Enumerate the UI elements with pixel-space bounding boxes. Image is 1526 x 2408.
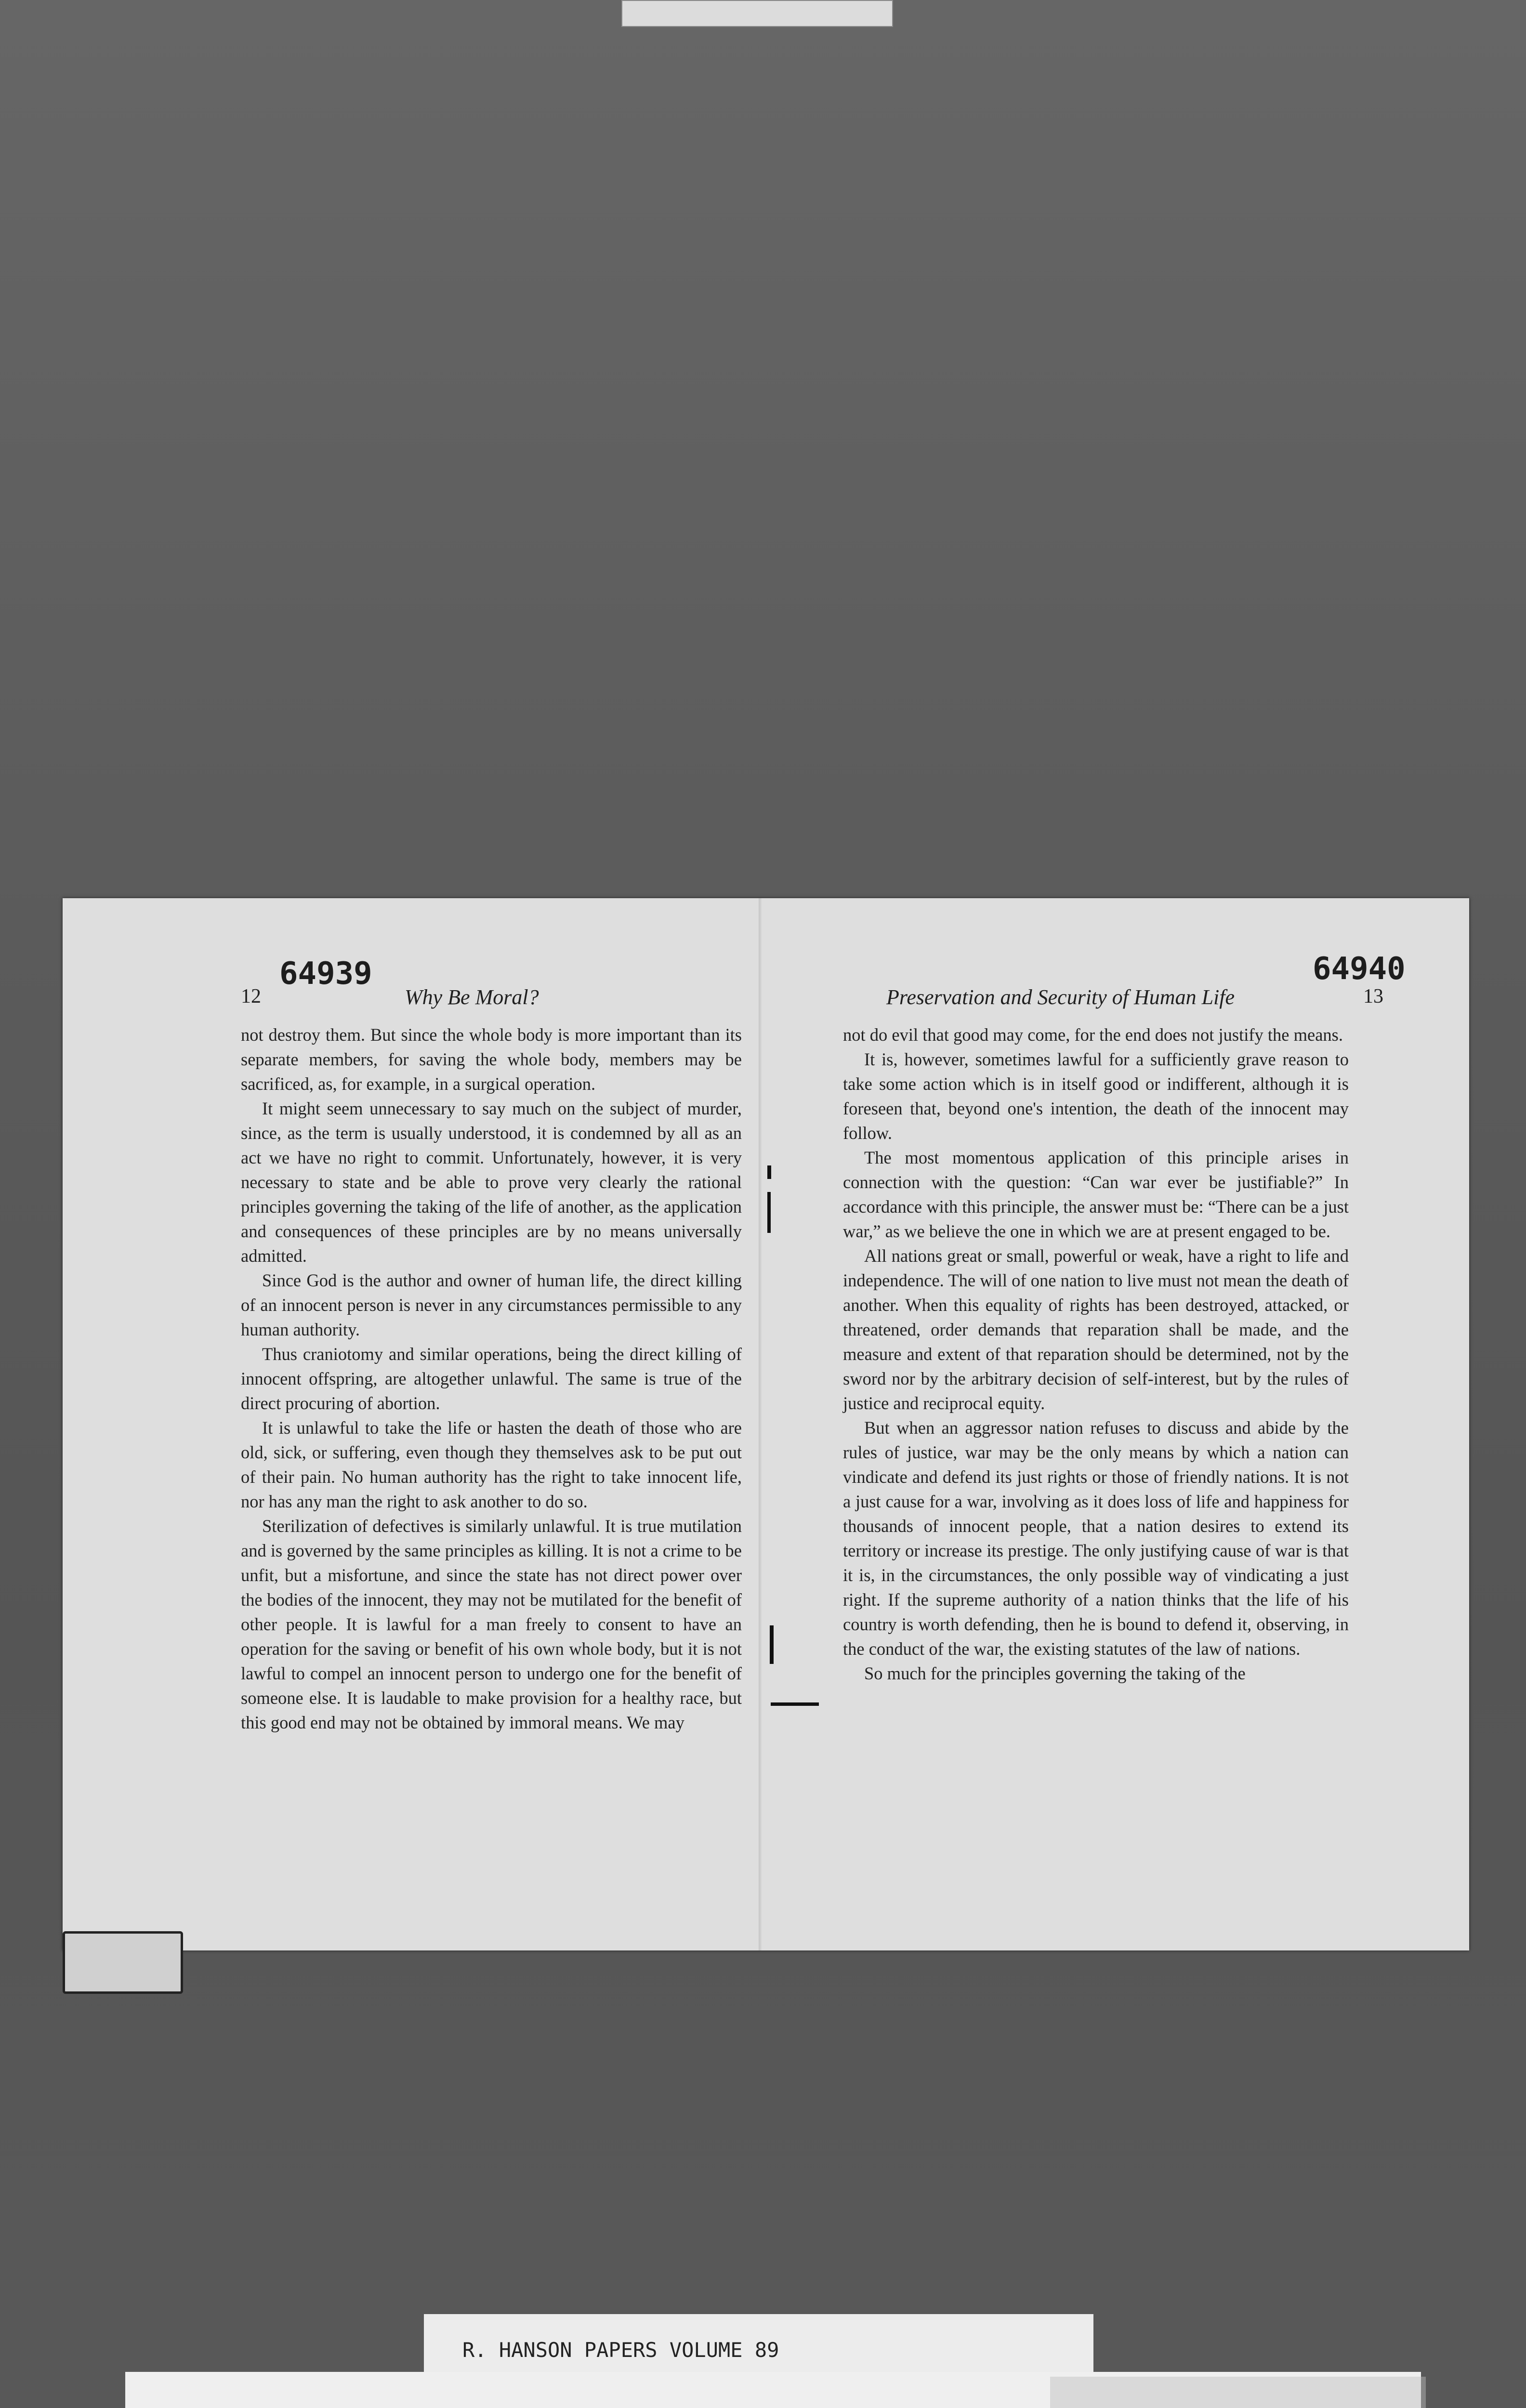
running-head: Why Be Moral?	[405, 985, 539, 1009]
paragraph: Since God is the author and owner of human life, the direct killing of an innocent person is never in any circumstances permissible to any human authority.	[241, 1270, 742, 1339]
paragraph: Thus craniotomy and similar operations, being the direct killing of innocent offspring, are altogether unlawful. The same is true of the direct procuring of abortion.	[241, 1344, 742, 1413]
paragraph: So much for the principles governing the taking of the	[864, 1663, 1246, 1683]
paragraph: All nations great or small, powerful or weak, have a right to life and independence. The will of one nation to live must not mean the death of another. When this equality of rights has been destroyed, attacked, or threatened, order demands that reparation shall be made, and the measure and extent of that reparation should be determined, not by the sword nor by the arbitrary decision of self-interest, but by the rules of justice and reciprocal equity.	[843, 1246, 1349, 1413]
binder-clip	[63, 1931, 183, 1994]
paragraph: not do evil that good may come, for the end does not justify the means.	[843, 1025, 1343, 1045]
paragraph: It might seem unnecessary to say much on the subject of murder, since, as the term is usually understood, it is condemned by all as an act we have no right to commit. Unfortunately, however, it is very necessary to state and be able to prove very clearly the rational principles governing the taking of the life of another, as the application and consequences of these principles are by no means universally admitted.	[241, 1099, 742, 1266]
open-booklet	[63, 898, 1469, 1950]
top-clip-tab	[621, 0, 893, 27]
left-page	[77, 898, 756, 1950]
card-tape	[1050, 2377, 1426, 2408]
paragraph: Sterilization of defectives is similarly unlawful. It is true mutilation and is governed by the same principles as killing. It is not a crime to be unfit, but a misfortune, and since the state has not direct power over the bodies of the innocent, they may not be mutilated for the benefit of other people. It is lawful for a man freely to consent to have an operation for the saving or benefit of his own whole body, but it is not lawful to compel an innocent person to undergo one for the benefit of someone else. It is laudable to make provision for a healthy race, but this good end may not be obtained by immoral means. We may	[241, 1516, 742, 1732]
archive-stamp-number: 64940	[1313, 951, 1406, 987]
paragraph: The most momentous application of this principle arises in connection with the question: “Can war ever be justifiable?” In accordance with this principle, the answer must be: “There can be a just war,” as we believe the one in which we are at present engaged to be.	[843, 1148, 1349, 1241]
archive-stamp-number: 64939	[279, 956, 372, 992]
page-number: 13	[1363, 985, 1383, 1008]
paragraph: But when an aggressor nation refuses to discuss and abide by the rules of justice, war may be the only means by which a nation can vindicate and defend its just rights or those of friendly nations. It is not a just cause for a war, involving as it does loss of life and happiness for thousands of innocent people, that a nation desires to extend its territory or increase its prestige. The only justifying cause of war is that it is, in the circumstances, the only possible way of vindicating a just right. If the supreme authority of a nation thinks that the life of his country is worth defending, then he is bound to defend it, observing, in the conduct of the war, the existing statutes of the law of nations.	[843, 1418, 1349, 1659]
page-number: 12	[241, 985, 261, 1008]
volume-label: R. HANSON PAPERS VOLUME 89	[462, 2338, 779, 2362]
right-page	[761, 898, 1455, 1950]
left-page-body	[241, 1022, 742, 1735]
paragraph: It is unlawful to take the life or hasten the death of those who are old, sick, or suffering, even though they themselves ask to be put out of their pain. No human authority has the right to take innocent life, nor has any man the right to ask another to do so.	[241, 1418, 742, 1511]
running-head: Preservation and Security of Human Life	[886, 985, 1235, 1009]
paragraph: It is, however, sometimes lawful for a sufficiently grave reason to take some action which is in itself good or indifferent, although it is foreseen that, beyond one's intention, the death of the innocent may follow.	[843, 1049, 1349, 1143]
paragraph: not destroy them. But since the whole body is more important than its separate members, for saving the whole body, members may be sacrificed, as, for example, in a surgical operation.	[241, 1025, 742, 1094]
right-page-body	[843, 1022, 1349, 1686]
